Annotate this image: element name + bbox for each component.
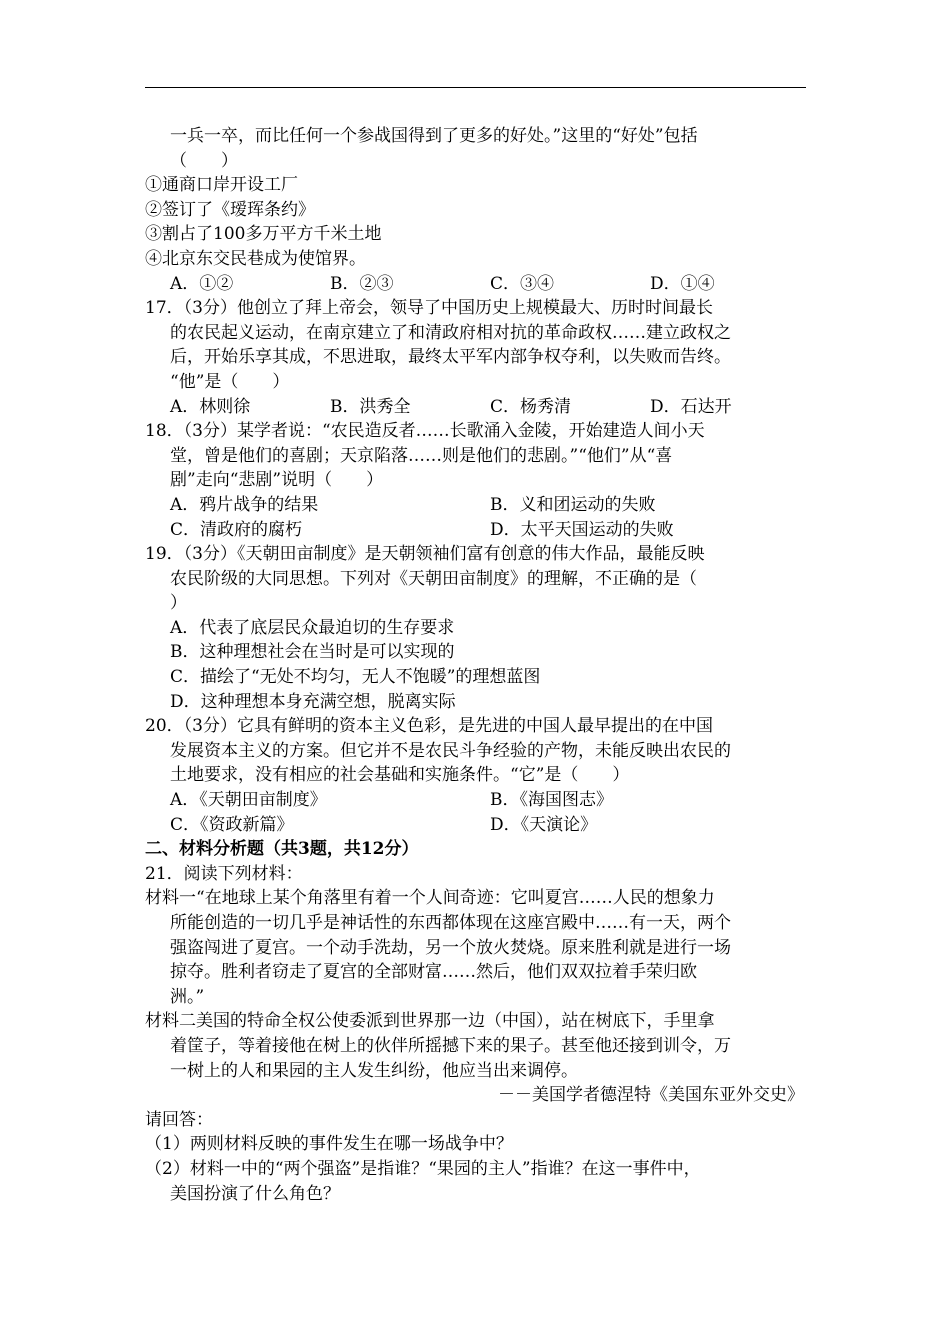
q17-stem-line-4: “他”是（ ）: [170, 371, 290, 392]
section-2-heading: 二、材料分析题（共3题，共12分）: [145, 839, 419, 860]
q21-subquestion-2-line-2: 美国扮演了什么角色？: [170, 1183, 340, 1204]
q18-stem-line-2: 堂，曾是他们的喜剧；天京陷落……则是他们的悲剧。”“他们”从“喜: [170, 445, 673, 466]
q21-subquestion-1: （1）两则材料反映的事件发生在哪一场战争中？: [145, 1134, 513, 1155]
q21-answer-prompt: 请回答：: [145, 1109, 213, 1130]
q19-option-c[interactable]: C．描绘了“无处不均匀，无人不饱暖”的理想蓝图: [170, 667, 541, 688]
q21-subquestion-2-line-1: （2）材料一中的“两个强盗”是指谁？“果园的主人”指谁？在这一事件中，: [145, 1158, 701, 1179]
q19-option-d[interactable]: D．这种理想本身充满空想，脱离实际: [170, 691, 456, 712]
q16-option-b[interactable]: B．②③: [330, 273, 394, 294]
q16-options: [145, 272, 810, 297]
q17-option-c[interactable]: C．杨秀清: [490, 396, 572, 417]
q16-item-3: ③割占了100多万平方千米土地: [145, 224, 382, 245]
q18-option-b[interactable]: B．义和团运动的失败: [490, 494, 656, 515]
q20-stem-line-1: 20．（3分）它具有鲜明的资本主义色彩，是先进的中国人最早提出的在中国: [145, 716, 713, 737]
q19-stem-line-3: ）: [170, 593, 187, 614]
q20-stem-line-3: 土地要求，没有相应的社会基础和实施条件。“它”是（ ）: [170, 765, 630, 786]
q21-material-1-line-5: 洲。”: [170, 986, 205, 1007]
q17-option-d[interactable]: D．石达开: [650, 396, 732, 417]
q21-material-2-line-1: 材料二美国的特命全权公使委派到世界那一边（中国），站在树底下，手里拿: [145, 1011, 715, 1032]
q21-material-1-line-2: 所能创造的一切几乎是神话性的东西都体现在这座宫殿中……有一天，两个: [170, 913, 731, 933]
q21-material-2-line-2: 着筐子，等着接他在树上的伙伴所摇撼下来的果子。甚至他还接到训令，万: [170, 1035, 731, 1056]
q16-option-a[interactable]: A．①②: [170, 273, 234, 294]
q16-option-c[interactable]: C．③④: [490, 273, 555, 294]
q18-stem-line-3: 剧”走向“悲剧”说明（ ）: [170, 470, 384, 491]
q20-options-row-1: [145, 788, 810, 813]
q20-option-b[interactable]: B．《海国图志》: [490, 790, 613, 811]
q16-option-d[interactable]: D．①④: [650, 273, 715, 294]
q18-stem-line-1: 18．（3分）某学者说：“农民造反者……长歌涌入金陵，开始建造人间小天: [145, 421, 705, 442]
q21-material-2-line-3: 一树上的人和果园的主人发生纠纷，他应当出来调停。: [170, 1060, 578, 1081]
q16-item-4: ④北京东交民巷成为使馆界。: [145, 248, 366, 269]
header-rule: [145, 87, 806, 88]
q19-stem-line-1: 19．（3分）《天朝田亩制度》是天朝领袖们富有创意的伟大作品，最能反映: [145, 544, 705, 565]
q17-stem-line-2: 的农民起义运动，在南京建立了和清政府相对抗的革命政权……建立政权之: [170, 322, 731, 343]
q18-option-c[interactable]: C．清政府的腐朽: [170, 519, 303, 540]
q21-material-1-line-3: 强盗闯进了夏宫。一个动手洗劫，另一个放火焚烧。原来胜利就是进行一场: [170, 937, 731, 958]
q20-option-d[interactable]: D．《天演论》: [490, 814, 598, 835]
q20-stem-line-2: 发展资本主义的方案。但它并不是农民斗争经验的产物，未能反映出农民的: [170, 740, 731, 761]
q20-option-a[interactable]: A．《天朝田亩制度》: [170, 790, 327, 811]
q16-item-2: ②签订了《瑷珲条约》: [145, 199, 315, 220]
q17-option-b[interactable]: B．洪秀全: [330, 396, 411, 417]
q17-stem-line-3: 后，开始乐享其成，不思进取，最终太平军内部争权夺利，以失败而告终。: [170, 347, 731, 368]
q16-answer-blank: （ ）: [170, 150, 238, 171]
q16-stem-continuation: 一兵一卒，而比任何一个参战国得到了更多的好处。”这里的“好处”包括: [170, 126, 698, 146]
q18-option-d[interactable]: D．太平天国运动的失败: [490, 519, 674, 540]
q17-option-a[interactable]: A．林则徐: [170, 396, 251, 417]
q19-stem-line-2: 农民阶级的大同思想。下列对《天朝田亩制度》的理解，不正确的是（: [170, 568, 697, 589]
q21-intro: 21．阅读下列材料：: [145, 863, 303, 884]
q17-stem-line-1: 17．（3分）他创立了拜上帝会，领导了中国历史上规模最大、历时时间最长: [145, 298, 713, 319]
q20-options-row-2: [145, 813, 810, 838]
q21-material-1-line-4: 掠夺。胜利者窃走了夏宫的全部财富……然后，他们双双拉着手荣归欧: [170, 962, 697, 983]
q18-options-row-1: [145, 493, 810, 518]
q16-item-1: ①通商口岸开设工厂: [145, 175, 298, 196]
q18-options-row-2: [145, 518, 810, 543]
q17-options: [145, 395, 810, 420]
q21-material-1-line-1: 材料一“在地球上某个角落里有着一个人间奇迹：它叫夏宫……人民的想象力: [145, 888, 715, 909]
q19-option-b[interactable]: B．这种理想社会在当时是可以实现的: [170, 642, 455, 663]
q18-option-a[interactable]: A．鸦片战争的结果: [170, 494, 319, 515]
exam-page-content: [145, 124, 810, 1206]
q20-option-c[interactable]: C．《资政新篇》: [170, 814, 294, 835]
q19-option-a[interactable]: A．代表了底层民众最迫切的生存要求: [170, 617, 455, 638]
q21-source-citation: －－美国学者德涅特《美国东亚外交史》: [498, 1085, 804, 1106]
